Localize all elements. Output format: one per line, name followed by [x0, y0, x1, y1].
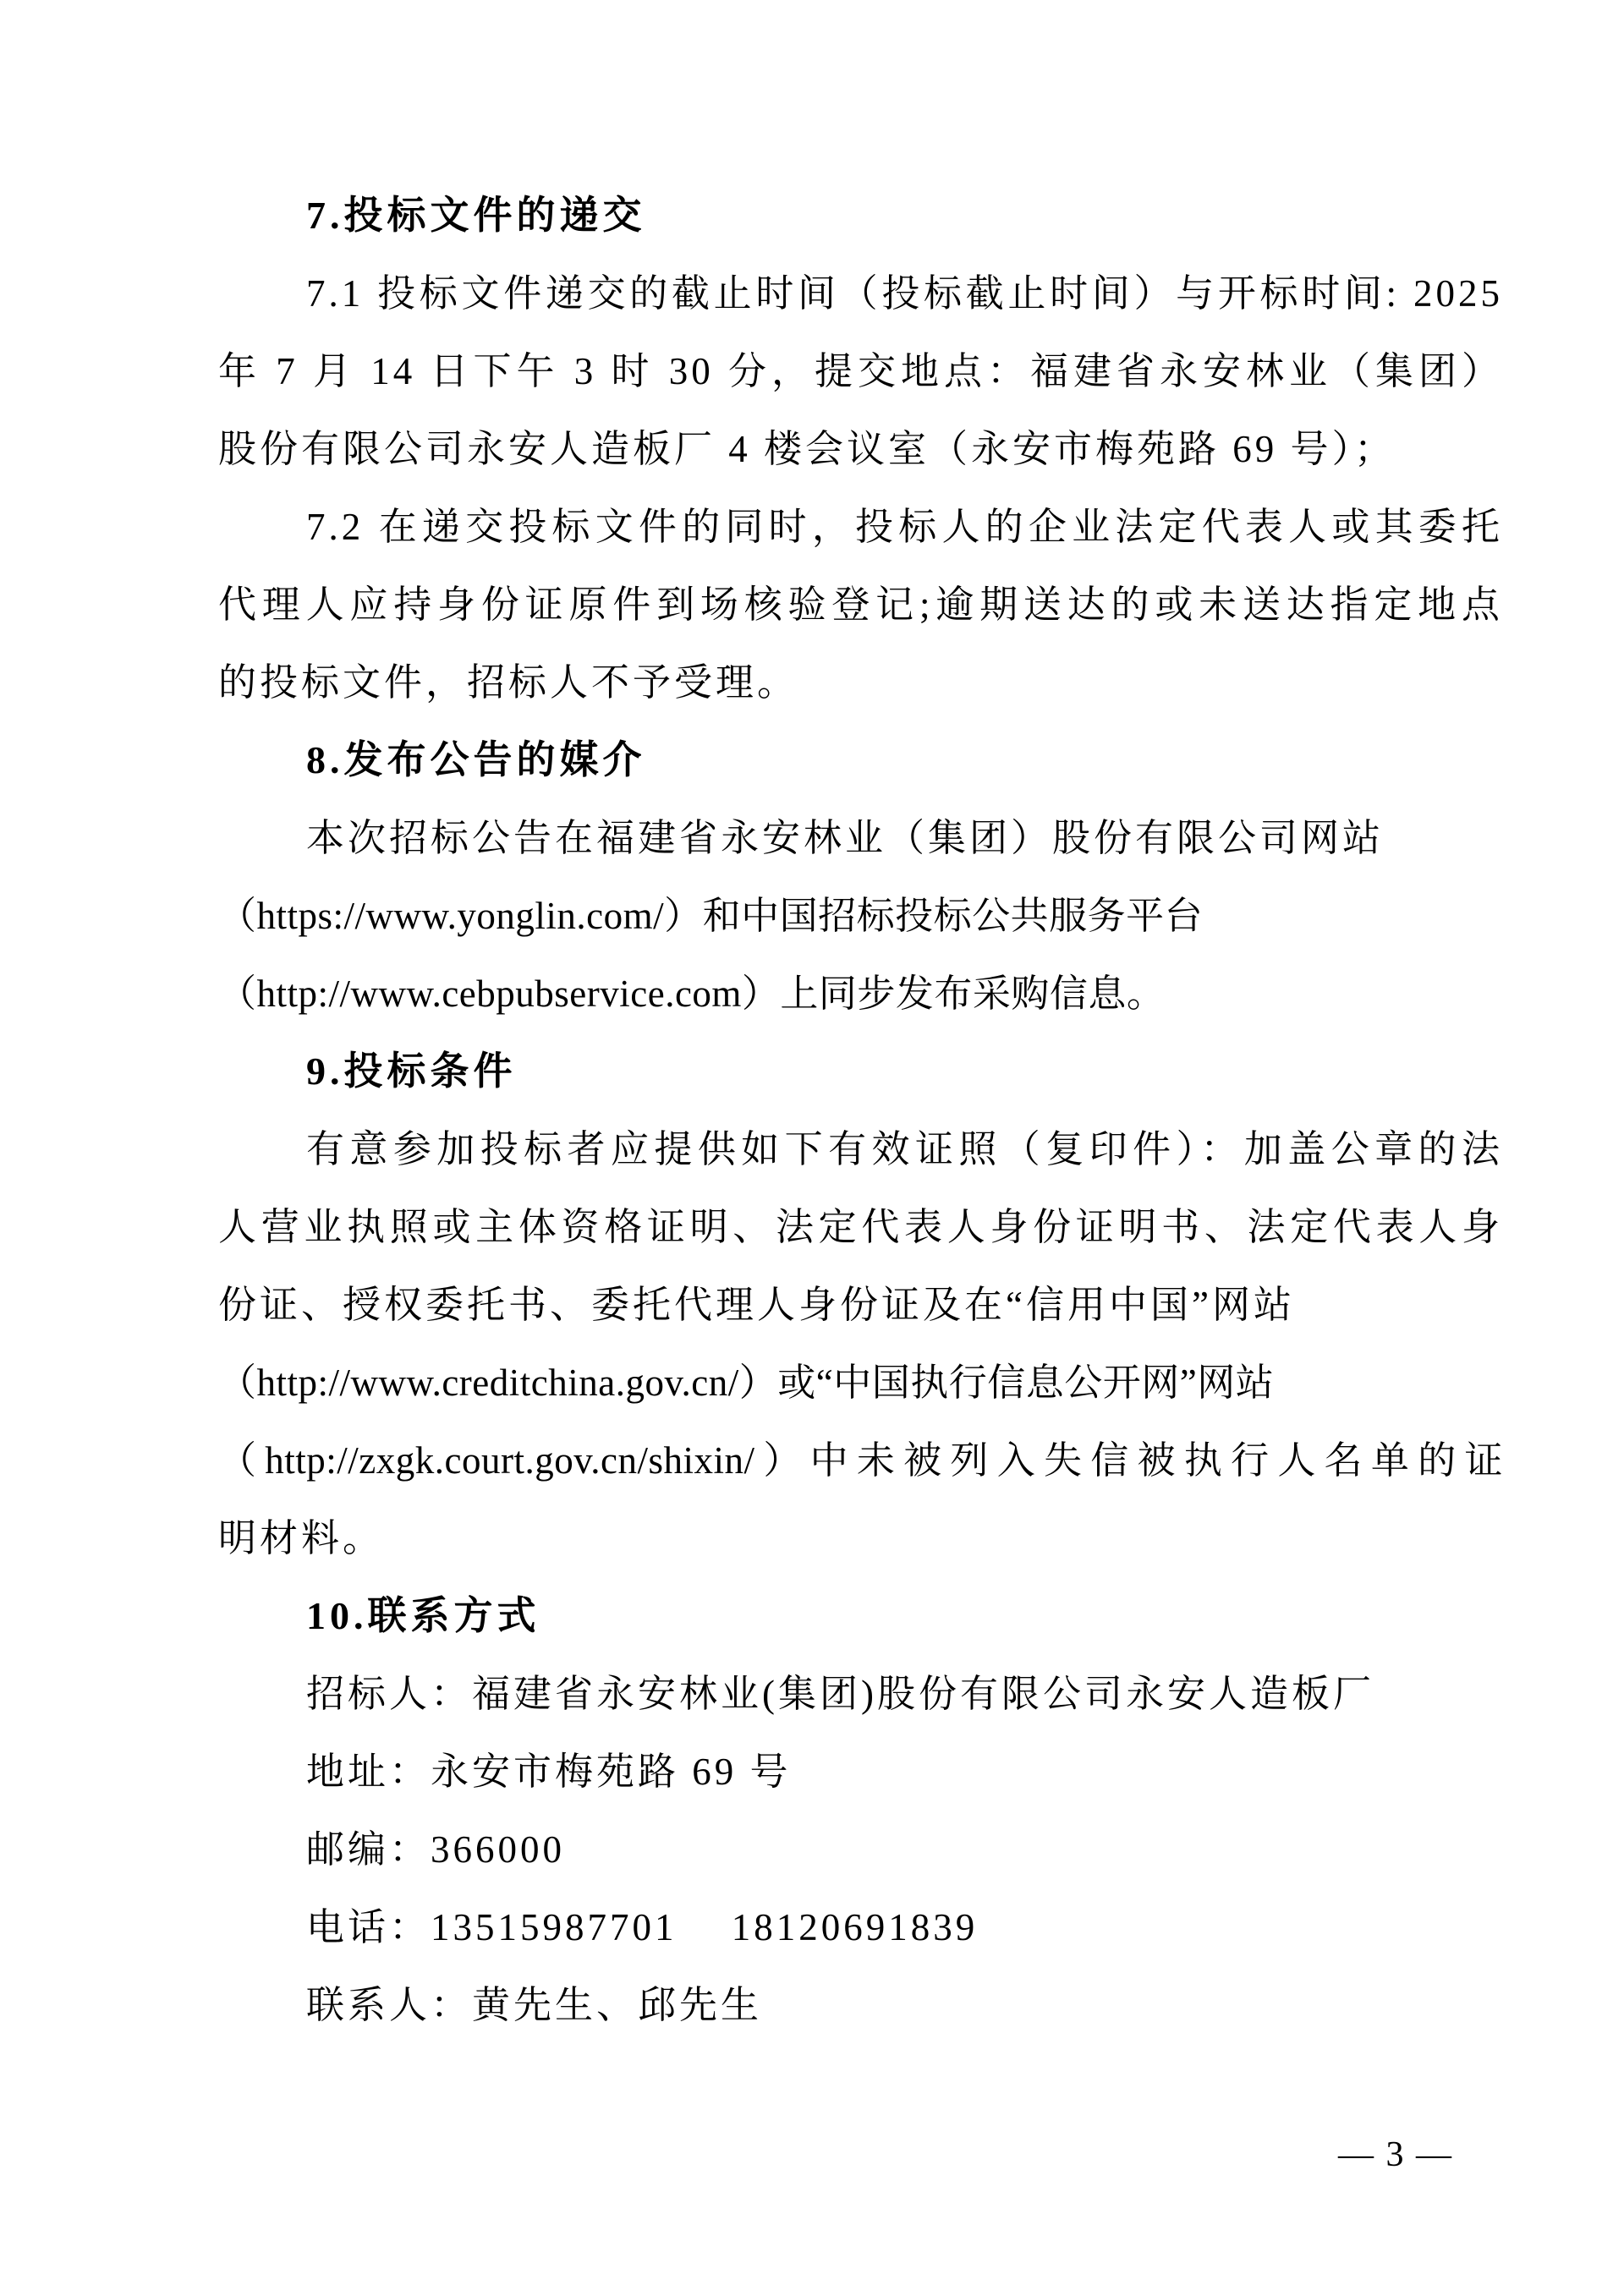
section-8-heading: 8.发布公告的媒介	[306, 738, 646, 781]
section-9-heading: 9.投标条件	[306, 1049, 517, 1093]
section-7-line-1: 7.1 投标文件递交的截止时间（投标截止时间）与开标时间: 2025	[306, 272, 1503, 315]
section-9-line-5: （http://zxgk.court.gov.cn/shixin/）中未被列入失信被执行人名单的证	[218, 1439, 1503, 1482]
contact-tenderer-line: 招标人：福建省永安林业(集团)股份有限公司永安人造板厂	[306, 1673, 1374, 1715]
section-7-line-6: 的投标文件，招标人不予受理。	[218, 661, 799, 704]
section-8-line-1: 本次招标公告在福建省永安林业（集团）股份有限公司网站	[306, 817, 1385, 859]
section-7-heading: 7.投标文件的递交	[306, 194, 646, 237]
contact-postcode-line: 邮编：366000	[306, 1828, 566, 1871]
contact-phone-line: 电话：13515987701 18120691839	[306, 1906, 979, 1948]
contact-address-line: 地址：永安市梅苑路 69 号	[306, 1751, 792, 1793]
page-number: — 3 —	[1338, 2135, 1453, 2174]
section-8-line-3: （http://www.cebpubservice.com）上同步发布采购信息。	[218, 973, 1166, 1015]
section-8-line-2: （https://www.yonglin.com/）和中国招标投标公共服务平台	[218, 895, 1204, 937]
section-7-line-4: 7.2 在递交投标文件的同时，投标人的企业法定代表人或其委托	[306, 506, 1503, 548]
section-9-line-3: 份证、授权委托书、委托代理人身份证及在“信用中国”网站	[218, 1284, 1295, 1326]
section-9-line-1: 有意参加投标者应提供如下有效证照（复印件）：加盖公章的法	[306, 1128, 1503, 1170]
section-7-line-2: 年 7 月 14 日下午 3 时 30 分，提交地点：福建省永安林业（集团）	[218, 350, 1503, 392]
section-9-line-4: （http://www.creditchina.gov.cn/）或“中国执行信息公开网”网站	[218, 1362, 1275, 1404]
section-9-line-2: 人营业执照或主体资格证明、法定代表人身份证明书、法定代表人身	[218, 1206, 1503, 1248]
contact-person-line: 联系人：黄先生、邱先生	[306, 1984, 763, 2026]
section-7-line-3: 股份有限公司永安人造板厂 4 楼会议室（永安市梅苑路 69 号）；	[218, 428, 1396, 470]
section-9-line-6: 明材料。	[218, 1517, 385, 1559]
document-page-body	[218, 177, 1503, 2044]
section-10-heading: 10.联系方式	[306, 1594, 540, 1637]
section-7-line-5: 代理人应持身份证原件到场核验登记;逾期送达的或未送达指定地点	[218, 584, 1503, 626]
